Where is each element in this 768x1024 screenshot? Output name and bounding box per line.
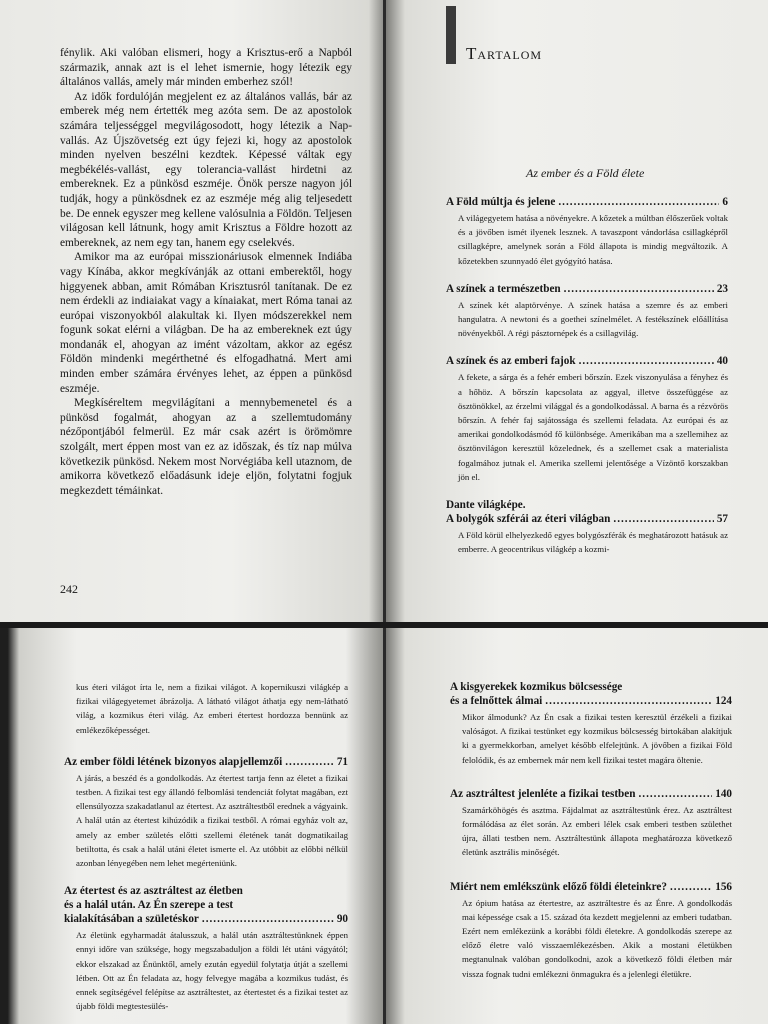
toc-entry-title: A Föld múltja és jelene [446,196,556,208]
toc-entry-page: 6 [722,196,728,208]
toc-entry-description: A járás, a beszéd és a gondolkodás. Az étertest tartja fenn az életet a fizikai testben. A fizikai test egy állandó felbomlási tendenciát folytat magában, ezt ellensúlyozza szakadatlanul az étertest. Az asztráltestből erednek a vágyaink. A halál után az étertest kihúzódik a fizikai testből. A római egyház volt az, amely az ember születés előtti szellemi életének tanát dogmatikailag betiltotta, és csak a halál utáni életet ismerte el. Az utóbbit az előbbi nélkül azonban lényegében nem lehet megérteniünk. [76,772,348,869]
toc-entry-lead: Dante világképe. [446,499,526,512]
toc-entry[interactable] [64,755,348,870]
toc-entry-row [446,195,728,209]
toc-entry-description: Az életünk egyharmadát átalusszuk, a halál után asztráltestünknek éppen ennyi időre van szüksége, hogy megszabaduljon a földi lét utáni vágyától; ekkor elszakad az Énünktől, amely ezután egyedül folytatja útját a szellemi létben. Ott az Én feladata az, hogy felvegye magába a kozmikus tudást, és ennek segítségével felépítse az asztráltestet, az étertestet és a fizikai testet az újabb földi megtestesülés- [76,930,348,1012]
paragraph: Amikor ma az európai misszionáriusok elmennek Indiába vagy Kínába, akkor megkívánják az ottani emberektől, hogy higgyenek abban, amit Rómában Krisztusról tanítanak. De ez nem érdekli az indiaiakat vagy a kínaiakat, mert Róma tanai az európai viszonyokból alakultak ki. Ilyen módszerekkel nem fogunk sokat elérni a világban. De ha az embereknek ezt úgy mondanák el, ahogyan az imént vázoltam, akkor az egész Földön mindenki megérthetné és elfogadhatná. Mert ami minden ember számára érvényes lehet, az éppen a pünkösd eszméje. [60,251,352,395]
page-number: 242 [60,582,78,596]
toc-entry-page: 124 [715,695,732,707]
toc-entry-description: A fekete, a sárga és a fehér emberi bőrszín. Ezek viszonyulása a fényhez és a hőhöz. A bőrszín kapcsolata az aggyal, illetve összefüggése az ösztönökkel, az érzelmi világgal és a gondolkodással. A barna és a rézvörös bőrszín. A fehér faj sajátossága és szellemi feladata. Az európai és az amerikai gondolkodásmód fő különbsége. Amerikában ma a szellemihez az ösztönvilágon keresztül közelednek, és a szellemet csak a materialista fogalmához jutnak el. Amerika szellemi jelentősége a Vízöntő korszakban jön el. [458,372,728,482]
toc-entry-row [450,787,732,801]
toc-entry-page: 156 [715,880,732,893]
toc-entry[interactable] [450,787,732,860]
page-242 [0,0,384,622]
toc-entry-title-line: és a halál után. Az Én szerepe a test [64,899,234,912]
toc-entry-row [446,282,728,296]
leader-dots [545,694,712,708]
bottom-spread [0,628,768,1024]
toc-entry[interactable] [64,884,348,1013]
toc-entry-description: Mikor álmodunk? Az Én csak a fizikai testen keresztül érzékeli a fizikai valóságot. A fizikai testünket egy kozmikus bölcsesség birtokában alakítjuk ki a gyermekkorban, amelyet később elfelejtünk. A jövőben a fizikai Föld felolódik, és az embernek már nem kell fizikai testet magára öltenie. [462,712,732,765]
toc-entry-title-line: A kisgyerekek kozmikus bölcsessége [450,681,623,693]
toc-entry-description: A világegyetem hatása a növényekre. A kőzetek a múltban élőszerűek voltak és a jövőben ismét ilyenek lesznek. A tavaszpont vándorlása csillagképről csillagképre, amelynek során a Föld állapota is mindig megváltozik. A kőzetekben szunnyadó élet gyógyító hatása. [458,213,728,266]
toc-entry-row [446,512,728,526]
leader-dots [202,912,334,926]
toc-entry-row [64,755,348,769]
toc-entry-title: Miért nem emlékszünk előző földi életeinkre? [450,880,667,893]
paragraph: fénylik. Aki valóban elismeri, hogy a Krisztus-erő a Napból származik, annak azt is el lehet ismernie, hogy létezik egy általános vallás, amely már minden emberhez szól! [60,47,352,89]
toc-entry-page: 57 [716,513,728,526]
toc-entry-page: 140 [715,787,732,800]
contents-title [466,44,542,64]
toc-entry-title: A színek és az emberi fajok [446,355,576,368]
contents-title-text: Tartalom [466,44,543,63]
title-marker-bar [446,6,456,64]
leader-dots [579,354,714,368]
toc-entry[interactable] [446,498,728,556]
toc-entry-title: Az asztráltest jelenléte a fizikai testben [450,787,636,800]
toc-entry-title: Az ember földi létének bizonyos alapjellemzői [64,755,283,768]
contents-page-2 [0,628,384,1024]
toc-list [64,680,348,1024]
toc-entry-row [450,880,732,894]
section-heading: Az ember és a Föld élete [526,166,645,180]
toc-entry[interactable] [450,680,732,767]
toc-entry-page: 23 [716,282,728,295]
toc-entry-description: A színek két alaptörvénye. A színek hatása a szemre és az emberi hangulatra. A newtoni és a goethei színelmélet. A festékszínek előállítása növényekből. A régi pásztornépek és a csillagvilág. [458,299,728,339]
toc-entry-title: és a felnőttek álmai [450,695,543,707]
paragraph: Az idők fordulóján megjelent ez az általános vallás, bár az emberek még nem értették meg azóta sem. De az apostolok számára teljességgel megvilágosodott, hogy létezik a Nap-vallás. Az Újszövetség ezt úgy fejezi ki, hogy az apostolok minden nyelven beszélni kezdtek. Képessé váltak egy megbékélés-vallást, egy tolerancia-vallást hirdetni az embereknek. Ez a pünkösd eszméje. Önök persze nagyon jól tudják, hogy a pünkösdnek ez az eszméje még alig teljesedett be. De ennek egyszer meg kellene valósulnia a Földön. Teljesen világosan kell látnunk, hogy amit Krisztus a Földre hozott az embereknek, az nem egy tan, hanem egy cselekvés. [60,90,352,249]
toc-entry-page: 90 [336,913,348,926]
toc-entry-row [450,694,732,708]
toc-entry-description: A Föld körül elhelyezkedő egyes bolygószférák és meghatározott hatásuk az emberre. A geocentrikus világkép a kozmi- [458,530,728,555]
leader-dots [564,282,714,296]
contents-page-3 [386,628,768,1024]
toc-entry-title: A színek a természetben [446,282,561,295]
toc-entry-page: 71 [336,755,348,768]
toc-entry-page: 40 [716,355,728,368]
contents-page [386,0,768,622]
toc-list [450,680,732,995]
toc-entry[interactable] [446,354,728,484]
toc-entry-row [64,912,348,926]
leader-dots [613,512,713,526]
toc-list [446,195,728,570]
toc-entry-description: Az ópium hatása az étertestre, az asztráltestre és az Énre. A gondolkodás mai képessége csak a 15. század óta kezdett megjelenni az emberi tudatban. Ezért nem emlékezünk a korábbi földi életekre. A gondolkodás szerepe az előző életre való visszaemlékezésben. Akik a mostani életükben megtanulnak valóban gondolkodni, azok a következő földi életben már vissza fognak tudni emlékezni önmagukra és a jelenlegi életükre. [462,897,732,979]
toc-entry[interactable] [446,195,728,268]
toc-entry[interactable] [450,880,732,981]
toc-entry-title-line: Az étertest és az asztráltest az életben [64,885,243,898]
toc-entry-row [446,354,728,368]
toc-entry-title: kialakításában a születéskor [64,913,199,926]
body-text [60,46,352,498]
toc-entry-title: A bolygók szférái az éteri világban [446,513,611,526]
toc-continued-description: kus éteri világot írta le, nem a fizikai világot. A kopernikuszi világkép a fizikai világegyetemet ábrázolja. A látható világot áthatja egy nem-látható világ, a kozmikus éteri világ. Az emberi étertest hordozza bennünk az emlékezőképességet. [76,682,348,735]
leader-dots [558,195,719,209]
leader-dots [285,755,334,769]
toc-entry-description: Szamárköhögés és asztma. Fájdalmat az asztráltestünk érez. Az asztráltest formálódása az élet során. Az emberi lélek csak emberi testben születhet újra, állati testben nem. Asztráltestünk állapota meghatározza következő életünk asztrális minőségét. [462,804,732,858]
toc-entry[interactable] [446,282,728,341]
leader-dots [670,880,712,894]
leader-dots [638,787,712,801]
paragraph: Megkíséreltem megvilágítani a mennybemenetel és a pünkösd fogalmát, ahogyan az a szellemtudomány nézőpontjából felmerül. Ez már csak azért is örömömre szolgált, mert éppen most van ez az időszak, és tíz nap múlva következik pünkösd. Nekem most Norvégiába kell utaznom, de amikorra következő előadásunk ideje eljön, folytatni fogjuk megkezdett témáinkat. [60,397,352,497]
